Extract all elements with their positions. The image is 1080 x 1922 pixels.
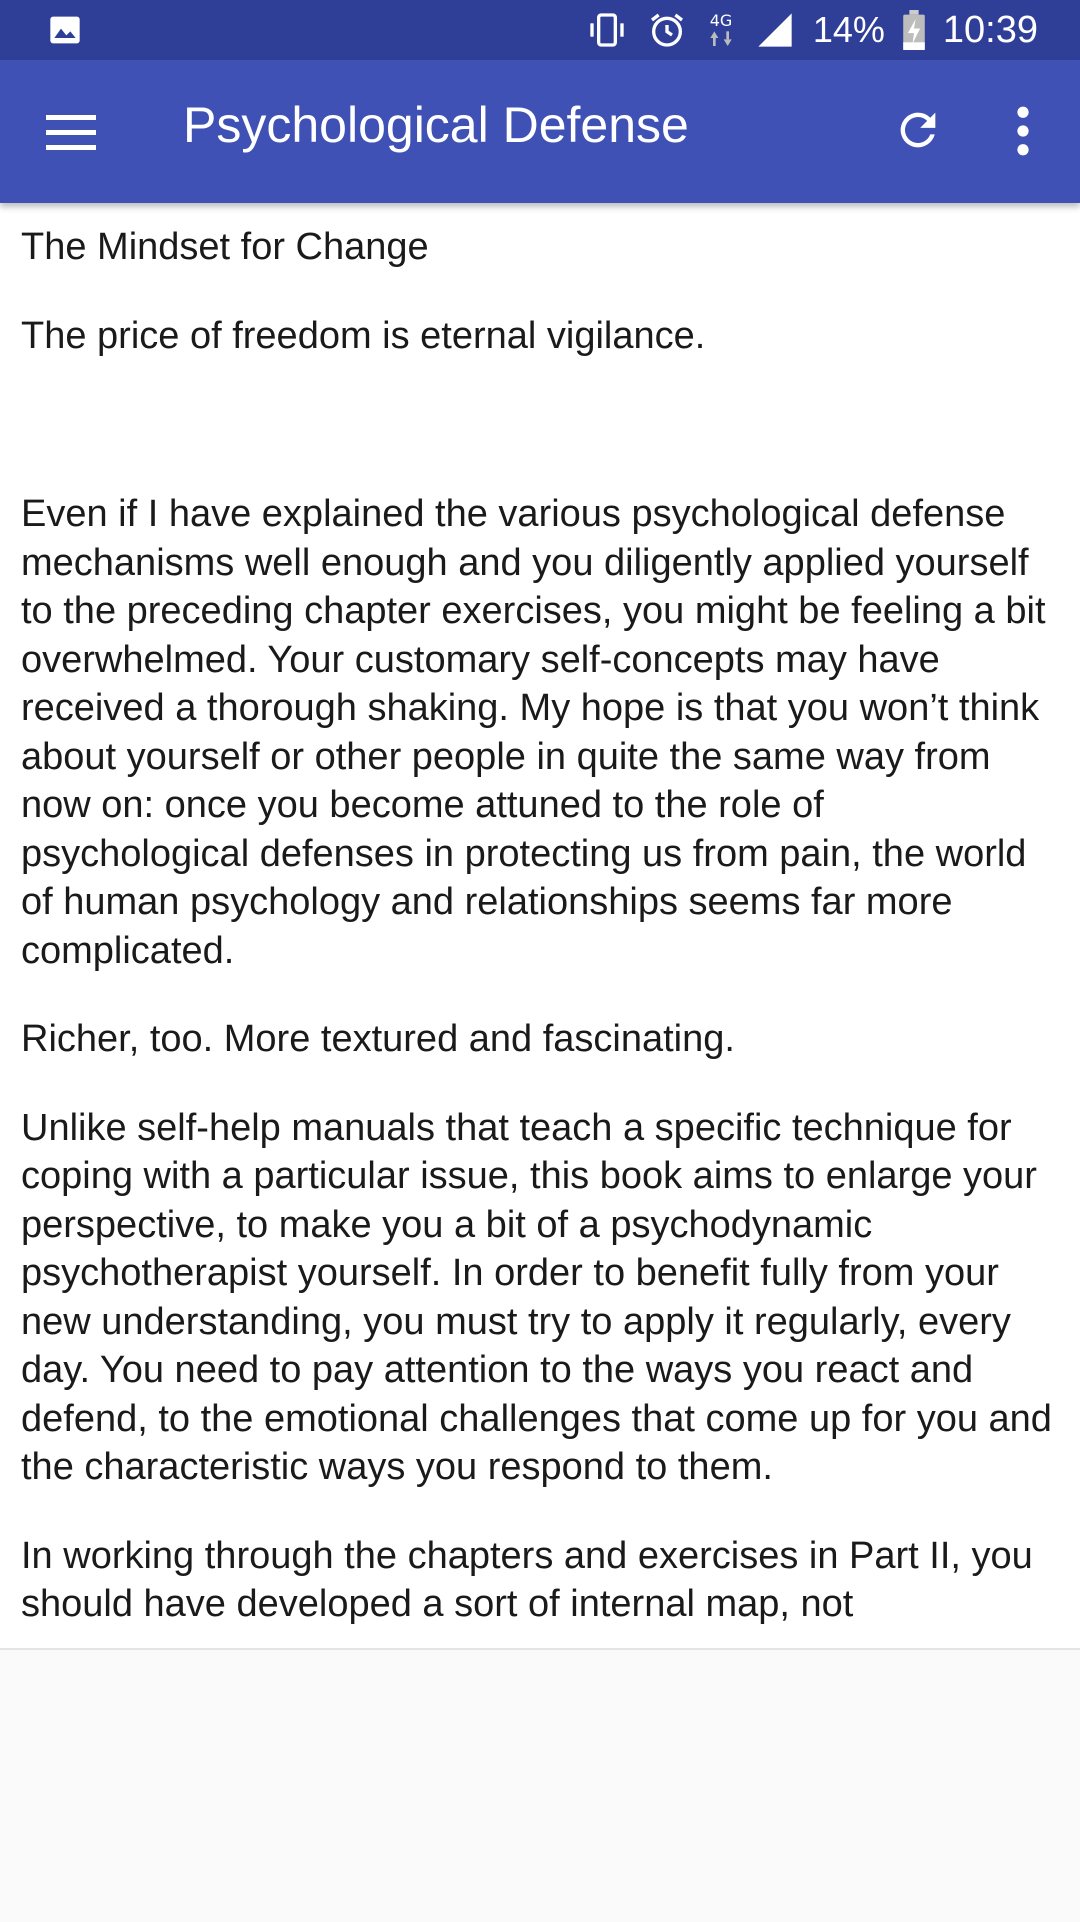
paragraph: Richer, too. More textured and fascinating. xyxy=(21,1018,735,1060)
app-bar xyxy=(0,60,1080,203)
reader-content[interactable] xyxy=(0,203,1080,1648)
bottom-blank-panel xyxy=(0,1648,1080,1922)
signal-icon xyxy=(755,10,795,50)
chapter-heading: The Mindset for Change xyxy=(21,226,429,268)
epigraph: The price of freedom is eternal vigilance. xyxy=(21,314,706,357)
alarm-icon xyxy=(647,10,687,50)
paragraph: Unlike self-help manuals that teach a specific technique for coping with a particular issue, this book aims to enlarge your perspective, to make you a bit of a psychodynamic psychotherapist yourself. In order to benefit fully from your new understanding, you must try to apply it regularly, every day. You need to pay attention to the ways you react and defend, to the emotional challenges that come up for you and the characteristic ways you respond to them. xyxy=(21,1106,1052,1488)
image-icon xyxy=(48,14,82,46)
clock: 10:39 xyxy=(942,8,1038,51)
menu-icon[interactable] xyxy=(46,115,96,151)
status-bar xyxy=(0,0,1080,60)
spacer xyxy=(21,400,1058,490)
svg-text:4G: 4G xyxy=(709,11,733,30)
battery-charging-icon xyxy=(903,10,925,50)
refresh-icon[interactable] xyxy=(892,104,944,156)
paragraph: Even if I have explained the various psychological defense mechanisms well enough and you diligently applied yourself to the preceding chapter exercises, you might be feeling a bit overwhelmed. Your customary self-concepts may have received a thorough shaking. My hope is that you won’t think about yourself or other people in quite the same way from now on: once you become attuned to the role of psychological defenses in protecting us from pain, the world of human psychology and relationships seems far more complicated. xyxy=(21,493,1046,972)
paragraph: In working through the chapters and exercises in Part II, you should have developed a sort of internal map, not xyxy=(21,1534,1033,1625)
data-4g-icon xyxy=(705,10,737,50)
more-vert-icon[interactable] xyxy=(1008,106,1038,156)
app-title: Psychological Defense xyxy=(183,97,689,153)
vibrate-icon xyxy=(585,10,629,50)
battery-percent: 14% xyxy=(812,9,885,50)
